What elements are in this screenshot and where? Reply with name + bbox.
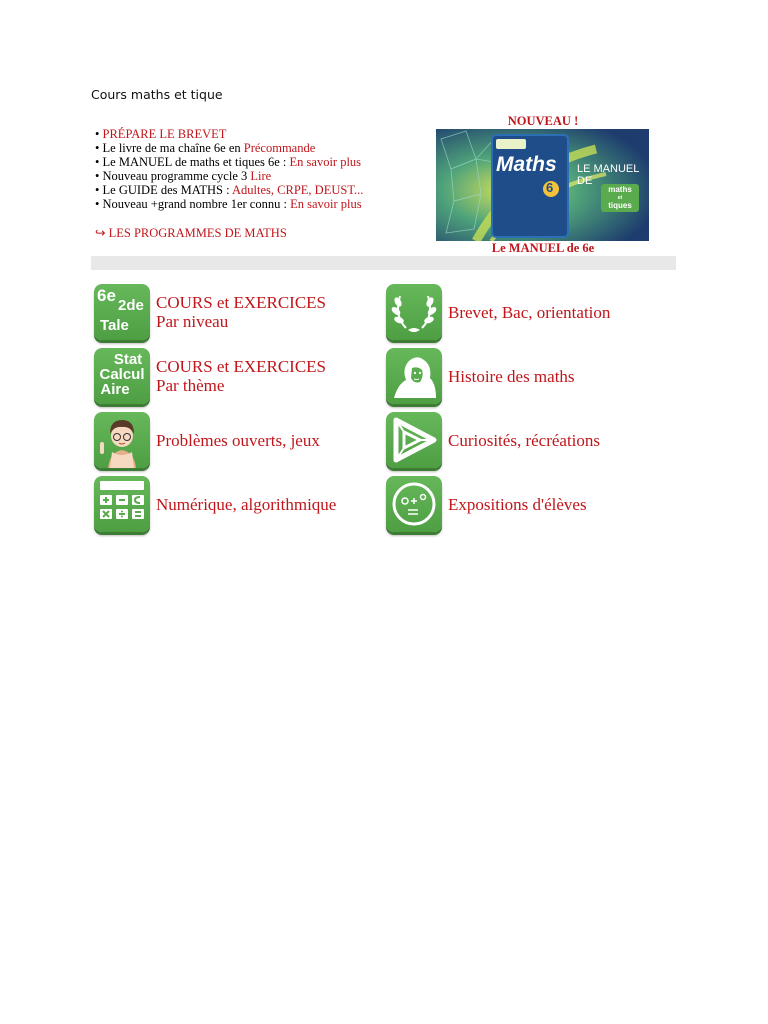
- laurel-svg: [386, 284, 442, 340]
- level-icon: [94, 284, 150, 340]
- level-icon-2de: 2de: [118, 297, 144, 314]
- manuel-link[interactable]: En savoir plus: [289, 155, 362, 170]
- return-arrow-icon: ↪: [95, 225, 106, 240]
- theme-icon-calcul: Calcul: [99, 366, 145, 383]
- cover-logo-word2: et: [617, 195, 623, 201]
- cover-logo: [601, 184, 639, 210]
- theme-icon-aire: Aire: [100, 381, 130, 398]
- formula-circle-icon: [386, 476, 442, 532]
- promo-caption[interactable]: Le MANUEL de 6e: [491, 241, 595, 255]
- portrait-icon: [386, 348, 442, 404]
- level-icon-6e: 6e: [97, 286, 116, 305]
- news-item-nombre: [95, 197, 363, 211]
- tile-label: Problèmes ouverts, jeux: [156, 430, 320, 450]
- news-text: Nouveau +grand nombre 1er connu :: [102, 197, 291, 212]
- tile-label: Curiosités, récréations: [448, 430, 601, 450]
- news-item-brevet: [95, 127, 363, 141]
- news-text: Nouveau programme cycle 3: [102, 169, 251, 184]
- news-text: Le livre de ma chaîne 6e en: [102, 141, 244, 156]
- theme-icon-stat: Stat: [113, 351, 143, 368]
- tile-label-line1: COURS et EXERCICES: [156, 357, 327, 376]
- tile-label: [156, 357, 326, 395]
- news-item-guide: [95, 183, 363, 197]
- tile-problemes[interactable]: [94, 412, 320, 468]
- tile-brevet[interactable]: [386, 284, 610, 340]
- tile-label-line2: Par thème: [156, 376, 225, 395]
- tile-label: Histoire des maths: [448, 366, 575, 386]
- laurel-icon: [386, 284, 442, 340]
- programmes-link[interactable]: [95, 226, 363, 240]
- theme-icon: [94, 348, 150, 404]
- tile-label: Expositions d'élèves: [448, 494, 587, 514]
- cover-grade: 6: [546, 180, 554, 195]
- divider-bar: [91, 256, 676, 270]
- calculator-svg: [94, 476, 150, 532]
- tile-histoire[interactable]: [386, 348, 575, 404]
- cover-logo-word3: tiques: [608, 201, 632, 210]
- bullet: •: [95, 169, 100, 184]
- tile-curiosites[interactable]: [386, 412, 600, 468]
- manuel-cover-image[interactable]: [436, 129, 649, 241]
- news-text: Le GUIDE des MATHS :: [102, 183, 233, 198]
- promo-box: [436, 113, 650, 255]
- news-item-manuel: [95, 155, 363, 169]
- calculator-icon: [94, 476, 150, 532]
- tile-label: Numérique, algorithmique: [156, 494, 337, 514]
- site-title: Cours maths et tique: [91, 87, 223, 102]
- level-icon-tale: Tale: [100, 317, 129, 334]
- triangle-illusion-icon: [386, 412, 442, 468]
- character-svg: [94, 412, 150, 468]
- brevet-link[interactable]: PRÉPARE LE BREVET: [102, 127, 227, 141]
- lire-link[interactable]: Lire: [250, 169, 272, 184]
- tile-numerique[interactable]: [94, 476, 336, 532]
- news-item-programme: [95, 169, 363, 183]
- tile-label-line1: COURS et EXERCICES: [156, 293, 327, 312]
- bullet: •: [95, 197, 100, 212]
- cover-line1: LE MANUEL: [577, 163, 640, 175]
- cover-title: Maths: [496, 153, 557, 176]
- tile-label: Brevet, Bac, orientation: [448, 302, 611, 322]
- guide-link[interactable]: Adultes, CRPE, DEUST...: [232, 183, 364, 198]
- programmes-label: LES PROGRAMMES DE MATHS: [108, 225, 287, 240]
- tile-cours-niveau[interactable]: [94, 284, 326, 340]
- tile-label-line2: Par niveau: [156, 312, 229, 331]
- bullet: •: [95, 155, 100, 170]
- character-icon: [94, 412, 150, 468]
- tile-label: [156, 293, 326, 331]
- bullet: •: [95, 127, 100, 141]
- bullet: •: [95, 183, 100, 198]
- nombre-link[interactable]: En savoir plus: [290, 197, 362, 212]
- portrait-svg: [386, 348, 442, 404]
- news-text: Le MANUEL de maths et tiques 6e :: [102, 155, 290, 170]
- news-item-livre: [95, 141, 363, 155]
- triangle-svg: [386, 412, 442, 468]
- cover-line2: DE: [577, 175, 593, 187]
- bullet: •: [95, 141, 100, 156]
- nouveau-badge: NOUVEAU !: [507, 114, 579, 128]
- tile-expositions[interactable]: [386, 476, 587, 532]
- formula-svg: [386, 476, 442, 532]
- precommande-link[interactable]: Précommande: [243, 141, 316, 156]
- cover-logo-word1: maths: [608, 185, 632, 194]
- tile-cours-theme[interactable]: [94, 348, 326, 404]
- news-list: [95, 127, 363, 240]
